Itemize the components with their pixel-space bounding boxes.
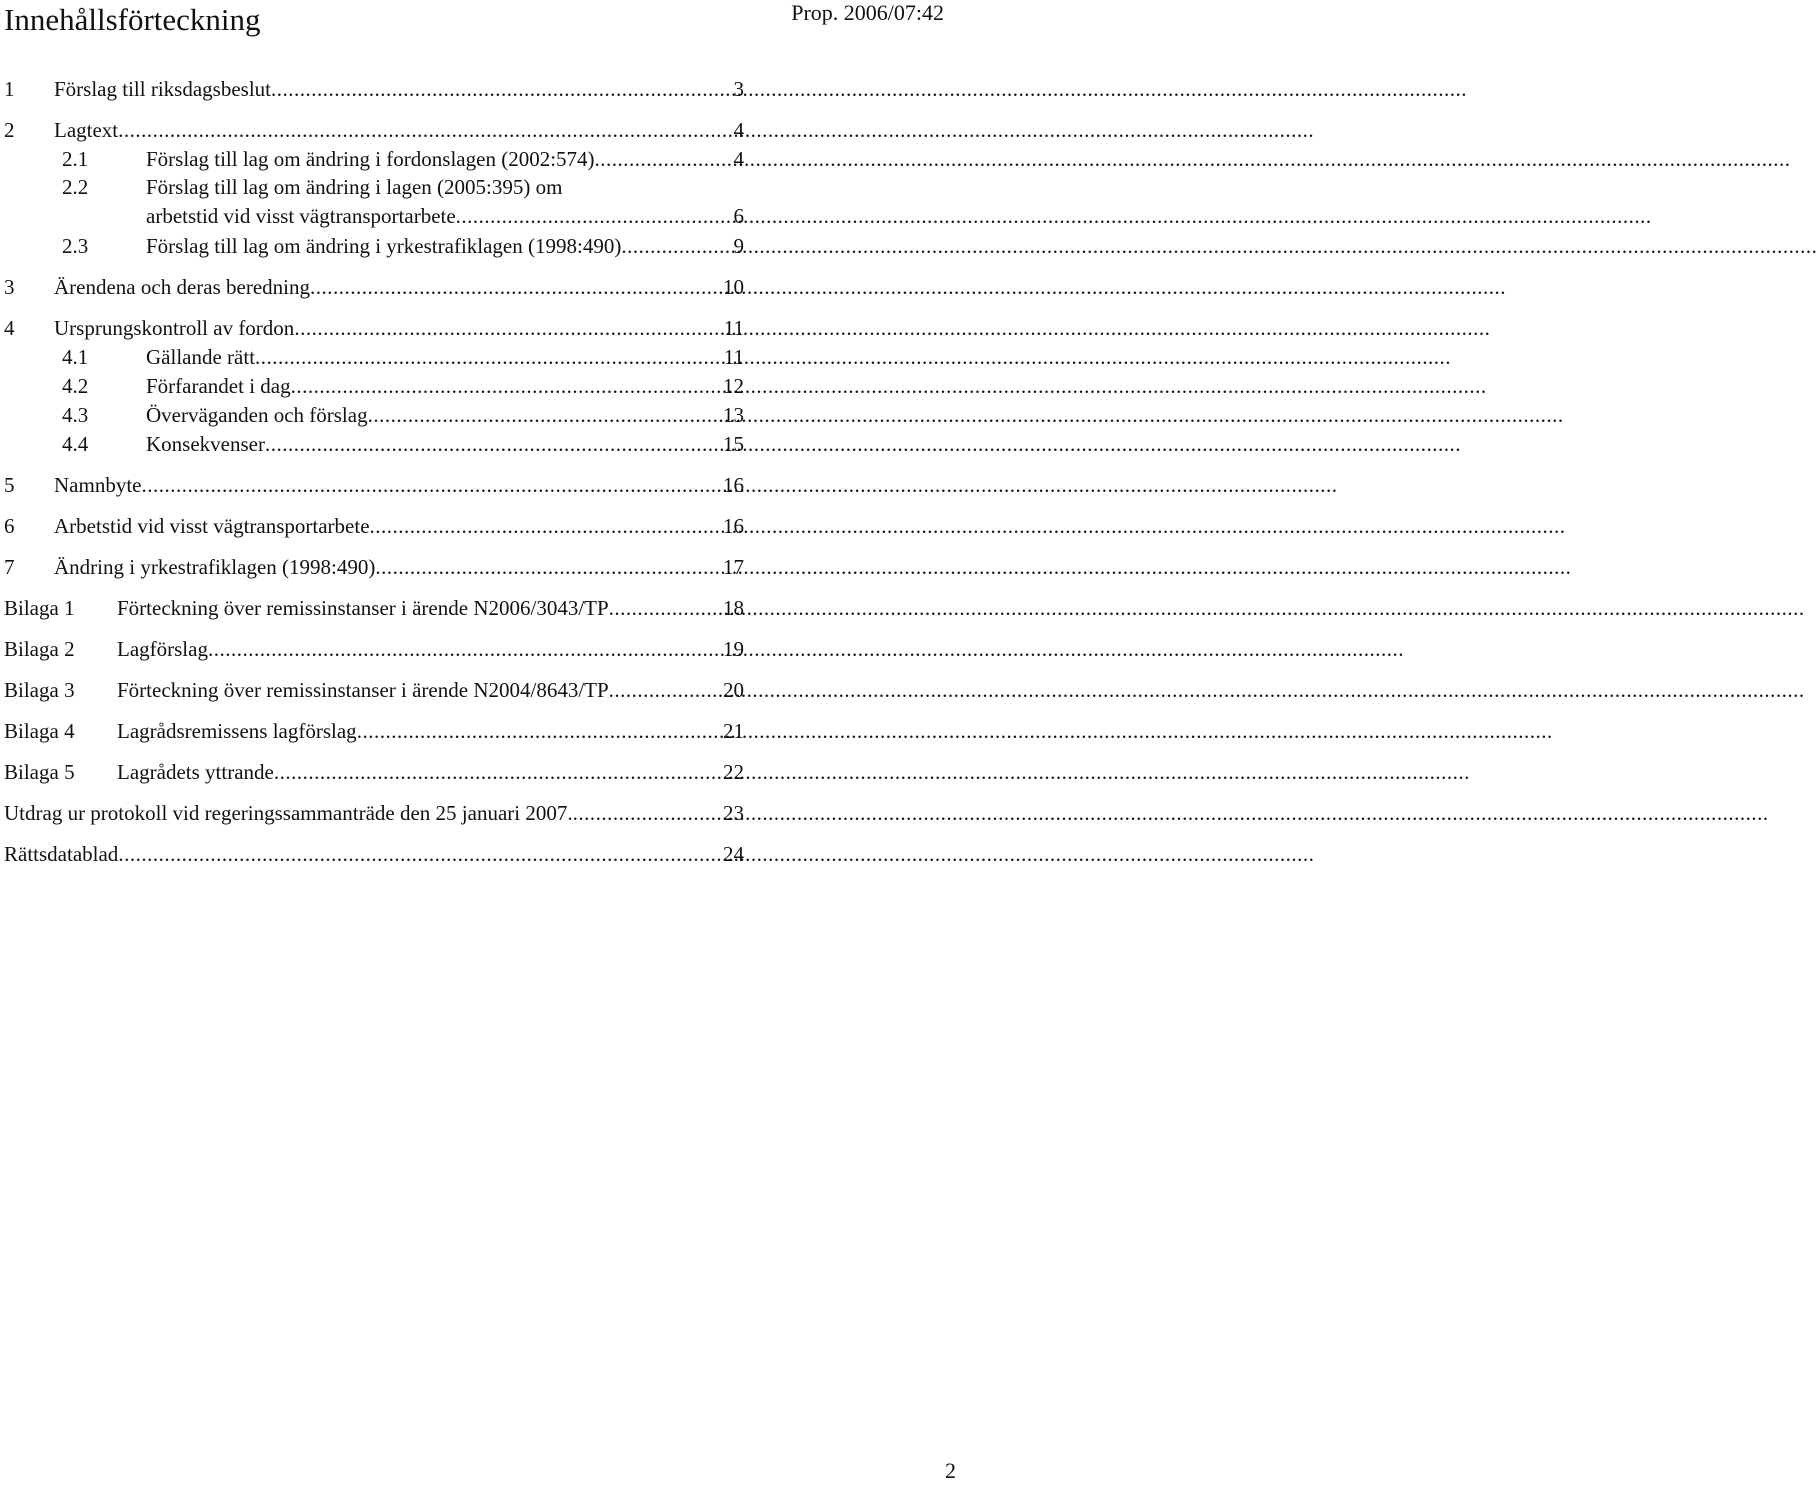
toc-entry[interactable] [4,511,744,541]
toc-entry-number: 4.3 [62,403,89,427]
toc-leader-dots [141,470,721,500]
toc-entry-number: Bilaga 5 [4,760,75,784]
toc-entry-title: Förslag till riksdagsbeslut [54,77,271,101]
toc-leader-dots [265,429,721,459]
toc-entry-page: 6 [733,204,744,228]
toc-leader-dots [609,675,721,705]
toc-entry-title: Ärendena och deras beredning [54,275,310,299]
toc-entry-number: 2 [4,118,15,142]
toc-leader-dots [294,313,721,343]
toc-entry-appendix[interactable] [4,675,744,705]
toc-entry-page: 4 [733,118,744,142]
toc-entry-legal-data-sheet[interactable] [4,839,744,869]
toc-leader-dots [357,716,721,746]
toc-entry-page: 12 [723,374,744,398]
toc-entry-page: 11 [723,345,744,369]
toc-entry[interactable] [4,115,744,145]
toc-entry[interactable] [4,313,744,343]
toc-entry-page: 4 [733,147,744,171]
toc-entry-page: 16 [723,473,744,497]
toc-entry-title: Ändring i yrkestrafiklagen (1998:490) [54,555,376,579]
toc-entry[interactable] [62,400,744,430]
page-title: Innehållsförteckning [4,2,261,37]
toc-leader-dots [595,144,732,174]
toc-entry-page: 17 [723,555,744,579]
toc-entry-title: Lagrådets yttrande [117,760,274,784]
toc-leader-dots [370,511,721,541]
toc-leader-dots [208,634,721,664]
toc-entry-title: Lagförslag [117,637,208,661]
toc-entry[interactable] [62,231,744,261]
toc-entry-number: Bilaga 3 [4,678,75,702]
toc-leader-dots [456,201,732,231]
toc-leader-dots [609,593,721,623]
toc-entry-page: 16 [723,514,744,538]
toc-entry-continuation[interactable] [146,201,744,231]
toc-entry-number: 3 [4,275,15,299]
toc-entry-title: Lagrådsremissens lagförslag [117,719,357,743]
toc-leader-dots [118,839,721,869]
toc-entry-page: 15 [723,432,744,456]
toc-entry-number: Bilaga 1 [4,596,75,620]
toc-entry-number: 5 [4,473,15,497]
toc-entry-title-continuation: arbetstid vid visst vägtransportarbete [146,204,456,228]
toc-entry-title: Förteckning över remissinstanser i ärende N2004/8643/TP [117,678,609,702]
toc-entry-page: 24 [723,842,744,866]
toc-entry[interactable] [62,371,744,401]
toc-entry-appendix[interactable] [4,716,744,746]
toc-entry-title: Förslag till lag om ändring i fordonslagen (2002:574) [146,147,595,171]
toc-entry-page: 9 [733,234,744,258]
toc-leader-dots [573,798,721,828]
toc-entry-number: 4.2 [62,374,89,398]
toc-entry-title: Rättsdatablad [4,842,119,866]
toc-entry-page: 21 [723,719,744,743]
toc-leader-dots [274,757,721,787]
toc-entry-appendix[interactable] [4,757,744,787]
toc-entry-protocol[interactable] [4,798,744,828]
toc-entry-title: Ursprungskontroll av fordon [54,316,295,340]
toc-entry-page: 19 [723,637,744,661]
toc-entry-first-line[interactable] [62,172,744,202]
toc-entry-page: 23 [723,801,744,825]
toc-entry-number: 2.3 [62,234,89,258]
toc-entry-title: Förteckning över remissinstanser i ärende N2006/3043/TP [117,596,609,620]
toc-entry-title: Förslag till lag om ändring i yrkestrafiklagen (1998:490) [146,234,622,258]
toc-leader-dots [271,74,732,104]
toc-entry-number: 1 [4,77,15,101]
toc-entry[interactable] [62,144,744,174]
toc-leader-dots [255,342,722,372]
toc-entry-number: 2.1 [62,147,89,171]
page-number: 2 [945,1458,956,1483]
toc-leader-dots [375,552,721,582]
toc-leader-dots [118,115,731,145]
toc-entry[interactable] [4,272,744,302]
toc-entry-title: Konsekvenser [146,432,265,456]
toc-leader-dots [310,272,721,302]
toc-entry-title: Utdrag ur protokoll vid regeringssammanträde den 25 januari 2007. [4,801,573,825]
toc-entry-title: Namnbyte [54,473,142,497]
toc-entry-page: 18 [723,596,744,620]
toc-leader-dots [291,371,721,401]
toc-entry-page: 10 [723,275,744,299]
toc-entry-number: Bilaga 2 [4,637,75,661]
toc-entry-number: 6 [4,514,15,538]
toc-entry-title: Gällande rätt [146,345,256,369]
toc-entry-title: Arbetstid vid visst vägtransportarbete [54,514,370,538]
toc-entry-title: Förfarandet i dag [146,374,291,398]
toc-entry-number: 4 [4,316,15,340]
toc-entry[interactable] [62,429,744,459]
toc-entry-number: Bilaga 4 [4,719,75,743]
proposition-number: Prop. 2006/07:42 [791,0,944,25]
toc-entry-page: 3 [733,77,744,101]
toc-entry-page: 22 [723,760,744,784]
toc-entry-number: 4.1 [62,345,89,369]
toc-leader-dots [368,400,721,430]
toc-entry-appendix[interactable] [4,634,744,664]
toc-entry-page: 20 [723,678,744,702]
toc-entry-page: 13 [723,403,744,427]
toc-leader-dots [621,231,731,261]
toc-entry-title: Överväganden och förslag [146,403,368,427]
toc-entry-number: 2.2 [62,175,89,199]
toc-entry[interactable] [4,470,744,500]
toc-entry[interactable] [4,74,744,104]
toc-entry-page: 11 [723,316,744,340]
toc-entry-title: Lagtext [54,118,119,142]
toc-entry[interactable] [4,552,744,582]
toc-entry-title: Förslag till lag om ändring i lagen (2005:395) om [146,175,563,199]
toc-entry-appendix[interactable] [4,593,744,623]
toc-entry[interactable] [62,342,744,372]
toc-entry-number: 4.4 [62,432,89,456]
toc-entry-number: 7 [4,555,15,579]
